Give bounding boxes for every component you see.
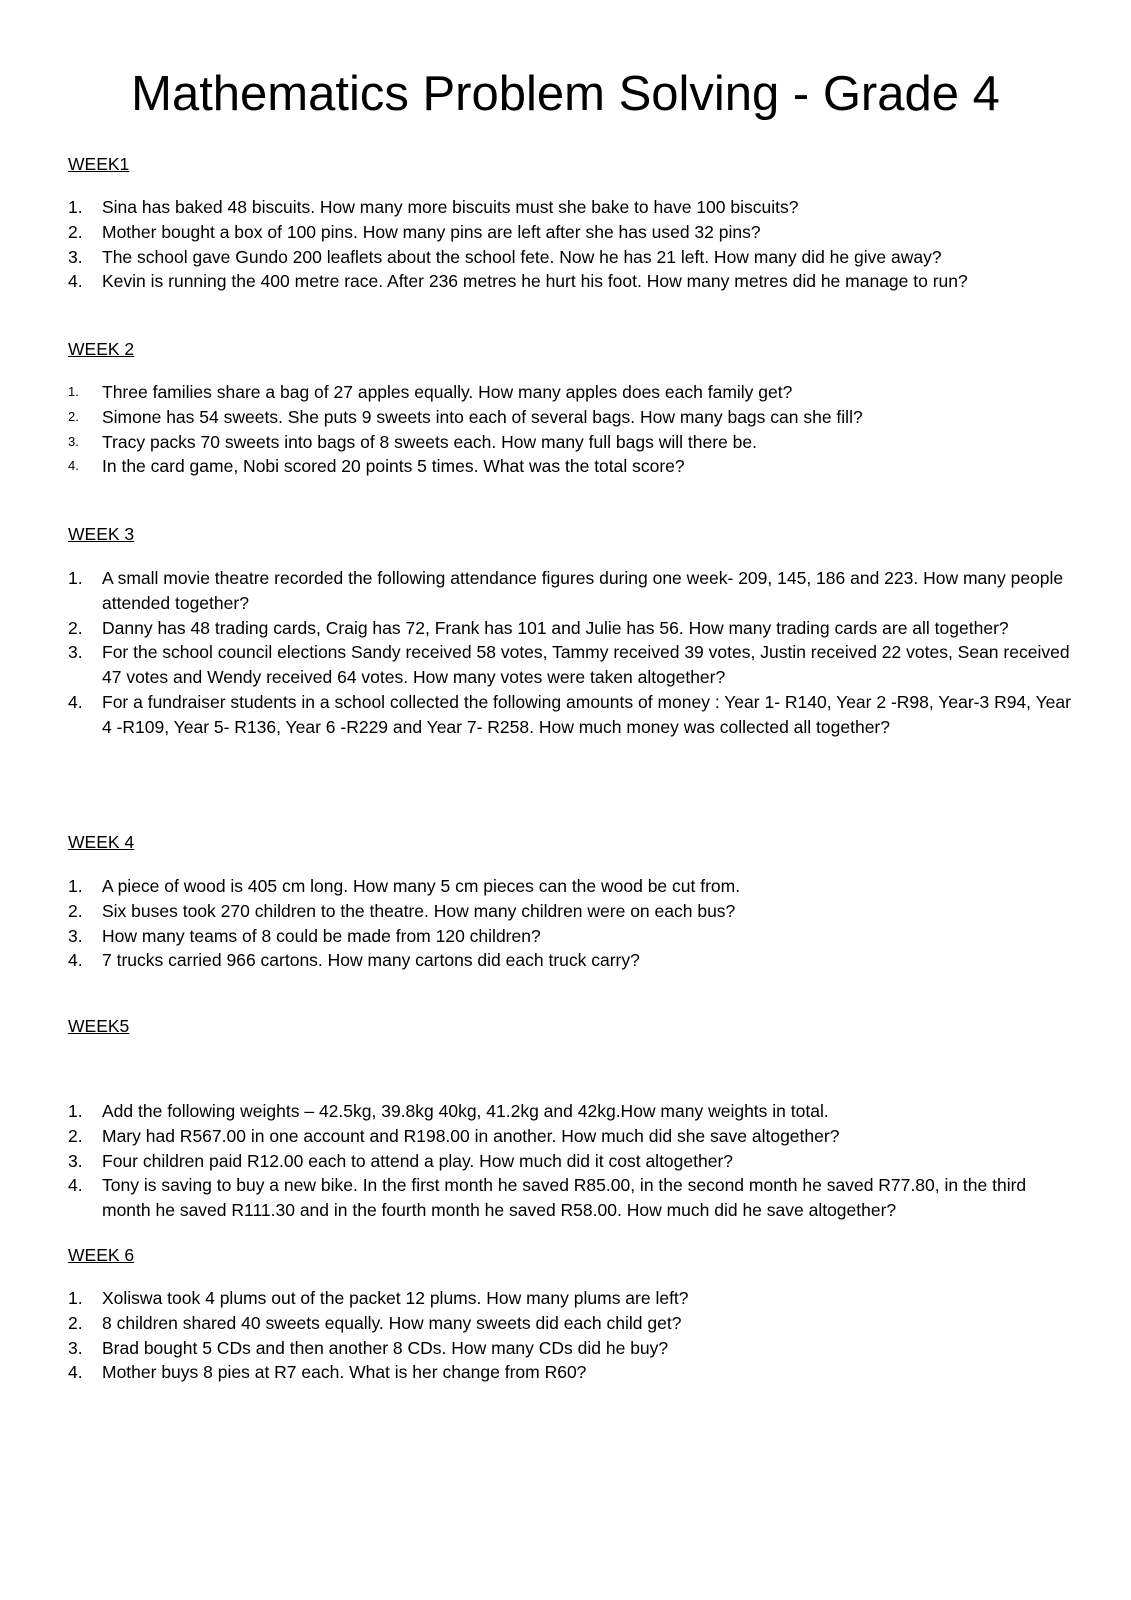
question-text: 7 trucks carried 966 cartons. How many cartons did each truck carry? xyxy=(102,950,640,971)
question-text: In the card game, Nobi scored 20 points 5 times. What was the total score? xyxy=(102,456,685,477)
question-text: Mary had R567.00 in one account and R198.00 in another. How much did she save altogether? xyxy=(102,1125,840,1146)
question-text: The school gave Gundo 200 leaflets about the school fete. Now he has 21 left. How many did he give away? xyxy=(102,246,942,267)
question-number: 4. xyxy=(68,1175,83,1196)
question-item xyxy=(68,380,1078,405)
question-list xyxy=(68,1286,1078,1385)
question-number: 2. xyxy=(68,221,83,242)
question-text: Simone has 54 sweets. She puts 9 sweets into each of several bags. How many bags can she fill? xyxy=(102,406,863,427)
question-item xyxy=(68,690,1078,740)
question-text: Xoliswa took 4 plums out of the packet 12 plums. How many plums are left? xyxy=(102,1288,689,1308)
question-text: Mother bought a box of 100 pins. How many pins are left after she has used 32 pins? xyxy=(102,221,761,242)
question-text: Four children paid R12.00 each to attend a play. How much did it cost altogether? xyxy=(102,1150,734,1171)
question-item xyxy=(68,899,1078,924)
question-text: Tracy packs 70 sweets into bags of 8 sweets each. How many full bags will there be. xyxy=(102,431,757,452)
question-item xyxy=(68,1360,1078,1385)
question-item xyxy=(68,1286,1078,1311)
week-heading: WEEK 6 xyxy=(68,1245,135,1265)
question-text: Six buses took 270 children to the theatre. How many children were on each bus? xyxy=(102,900,736,921)
week-heading: WEEK1 xyxy=(68,154,130,174)
question-text: Danny has 48 trading cards, Craig has 72, Frank has 101 and Julie has 56. How many trading cards are all together? xyxy=(102,617,1009,638)
question-list xyxy=(68,195,1078,294)
question-item xyxy=(68,245,1078,270)
question-item xyxy=(68,1124,1078,1149)
question-number: 1. xyxy=(68,876,83,896)
question-number: 4. xyxy=(68,691,83,712)
week-heading: WEEK 3 xyxy=(68,524,135,544)
question-text: Kevin is running the 400 metre race. After 236 metres he hurt his foot. How many metres did he manage to run? xyxy=(102,271,968,292)
question-item xyxy=(68,430,1078,455)
question-item xyxy=(68,874,1078,899)
question-text: A piece of wood is 405 cm long. How many 5 cm pieces can the wood be cut from. xyxy=(102,876,741,896)
question-number: 3. xyxy=(68,246,83,267)
question-number: 1. xyxy=(68,197,83,217)
question-number: 3. xyxy=(68,1150,83,1171)
question-number: 2. xyxy=(68,1125,83,1146)
question-list xyxy=(68,566,1078,740)
question-number: 3. xyxy=(68,925,83,946)
question-item xyxy=(68,195,1078,220)
week-4-section xyxy=(68,830,1078,973)
question-list xyxy=(68,1099,1078,1223)
question-number: 3. xyxy=(68,433,79,449)
question-list xyxy=(68,380,1078,479)
question-text: A small movie theatre recorded the following attendance figures during one week- 209, 145, 186 and 223. How many people attended together? xyxy=(102,568,1064,613)
week-2-section xyxy=(68,337,1078,479)
question-number: 1. xyxy=(68,1101,83,1121)
question-number: 4. xyxy=(68,950,83,971)
week-1-section xyxy=(68,152,1078,294)
question-item xyxy=(68,1099,1078,1124)
question-item xyxy=(68,640,1078,690)
question-number: 4. xyxy=(68,271,83,292)
question-number: 2. xyxy=(68,617,83,638)
question-item xyxy=(68,1336,1078,1361)
week-heading: WEEK 4 xyxy=(68,832,135,852)
question-text: For the school council elections Sandy received 58 votes, Tammy received 39 votes, Justin received 22 votes, Sean received 47 votes and Wendy received 64 votes. How many votes were taken altogether? xyxy=(102,642,1070,688)
question-item xyxy=(68,566,1078,616)
question-list xyxy=(68,874,1078,973)
week-5-section xyxy=(68,1014,1078,1223)
week-heading: WEEK 2 xyxy=(68,339,135,359)
week-3-section xyxy=(68,522,1078,740)
question-text: 8 children shared 40 sweets equally. How many sweets did each child get? xyxy=(102,1312,682,1333)
question-item xyxy=(68,405,1078,430)
page-title: Mathematics Problem Solving - Grade 4 xyxy=(131,67,1000,121)
question-text: Add the following weights – 42.5kg, 39.8kg 40kg, 41.2kg and 42kg.How many weights in total. xyxy=(102,1101,829,1121)
question-number: 3. xyxy=(68,642,83,663)
question-number: 2. xyxy=(68,1312,83,1333)
question-number: 2. xyxy=(68,408,79,424)
week-6-section xyxy=(68,1243,1078,1385)
question-item xyxy=(68,948,1078,973)
question-number: 4. xyxy=(68,1362,83,1383)
question-number: 2. xyxy=(68,900,83,921)
question-text: Brad bought 5 CDs and then another 8 CDs. How many CDs did he buy? xyxy=(102,1337,669,1358)
question-number: 3. xyxy=(68,1337,83,1358)
question-item xyxy=(68,269,1078,294)
question-item xyxy=(68,1173,1078,1223)
question-number: 4. xyxy=(68,458,79,474)
question-item xyxy=(68,220,1078,245)
question-text: For a fundraiser students in a school collected the following amounts of money : Year 1- R140, Year 2 -R98, Year-3 R94, Year 4 -R109, Year 5- R136, Year 6 -R229 and Year 7- R258. How much money was collected all together? xyxy=(102,691,1071,737)
question-text: How many teams of 8 could be made from 120 children? xyxy=(102,925,541,946)
question-number: 1. xyxy=(68,568,83,588)
question-text: Tony is saving to buy a new bike. In the first month he saved R85.00, in the second month he saved R77.80, in the third month he saved R111.30 and in the fourth month he saved R58.00. How much did he save altogether? xyxy=(102,1175,1027,1221)
question-item xyxy=(68,1149,1078,1174)
question-item xyxy=(68,924,1078,949)
question-number: 1. xyxy=(68,1288,83,1308)
question-text: Sina has baked 48 biscuits. How many more biscuits must she bake to have 100 biscuits? xyxy=(102,197,799,217)
question-item xyxy=(68,454,1078,479)
question-text: Three families share a bag of 27 apples equally. How many apples does each family get? xyxy=(102,382,793,402)
week-heading: WEEK5 xyxy=(68,1016,130,1036)
question-item xyxy=(68,616,1078,641)
question-item xyxy=(68,1311,1078,1336)
question-number: 1. xyxy=(68,384,79,399)
question-text: Mother buys 8 pies at R7 each. What is her change from R60? xyxy=(102,1362,587,1383)
